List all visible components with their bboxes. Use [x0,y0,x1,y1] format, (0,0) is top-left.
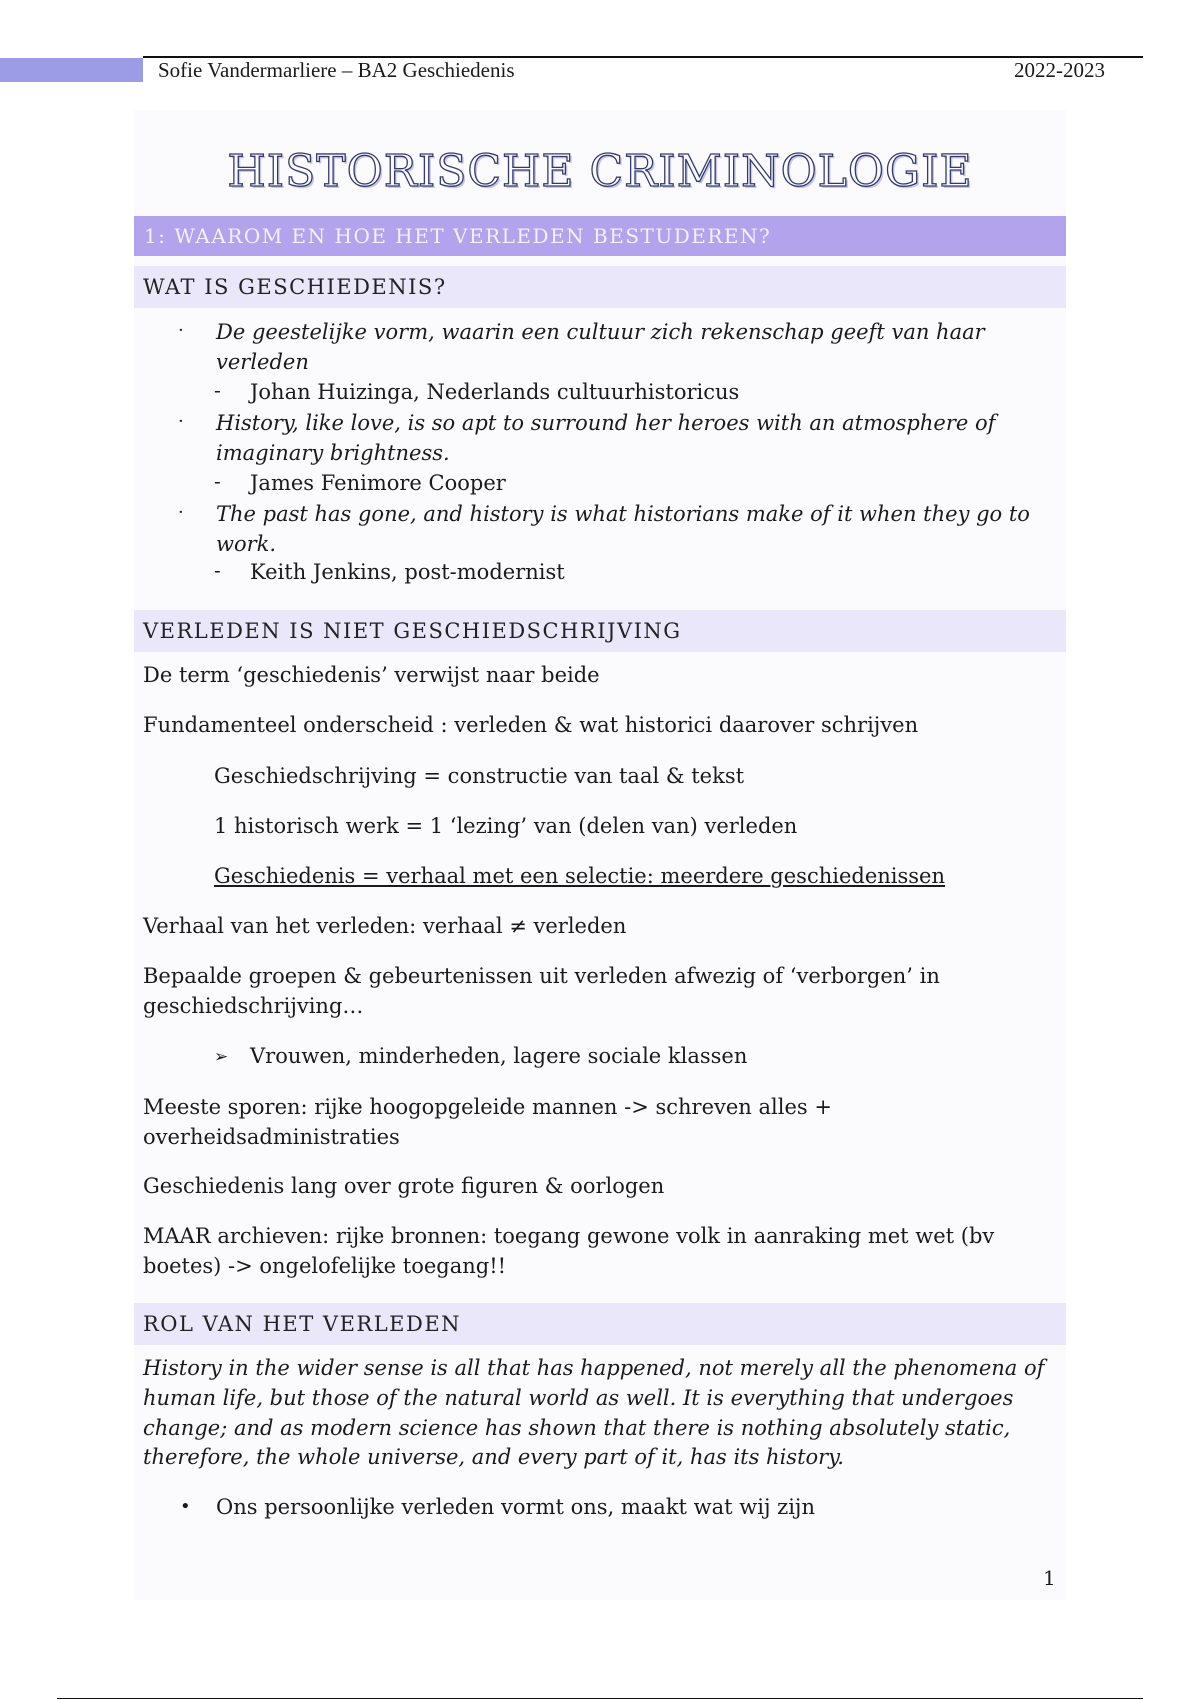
quote-1-line-2: verleden [216,350,309,374]
paragraph-line-1: Meeste sporen: rijke hoogopgeleide mannen -> schreven alles + [143,1095,832,1119]
indented-paragraph: 1 historisch werk = 1 ‘lezing’ van (delen van) verleden [214,814,798,838]
subheading-wat-is-geschiedenis: WAT IS GESCHIEDENIS? [134,266,1066,308]
paragraph: Verhaal van het verleden: verhaal ≠ verleden [143,914,627,938]
dash-marker: - [214,558,221,582]
paragraph-line-1: MAAR archieven: rijke bronnen: toegang gewone volk in aanraking met wet (bv [143,1224,995,1248]
bullet-dot: • [180,1496,191,1517]
quote-line: change; and as modern science has shown that there is nothing absolutely static, [143,1416,1011,1440]
quote-2-line-2: imaginary brightness. [216,441,450,465]
header-author-course: Sofie Vandermarliere – BA2 Geschiedenis [158,58,515,82]
quote-line: History in the wider sense is all that has happened, not merely all the phenomena of [143,1356,1045,1380]
quote-1-line-1: De geestelijke vorm, waarin een cultuur zich rekenschap geeft van haar [216,320,985,344]
arrow-list-item: Vrouwen, minderheden, lagere sociale klassen [250,1044,748,1068]
quote-2-author: James Fenimore Cooper [250,471,506,495]
quote-3-line-1: The past has gone, and history is what historians make of it when they go to [216,502,1030,526]
quote-1-author: Johan Huizinga, Nederlands cultuurhistoricus [250,380,740,404]
quote-line: therefore, the whole universe, and every part of it, has its history. [143,1445,844,1469]
header-accent-bar [0,58,143,82]
dash-marker: - [214,378,221,402]
paragraph-line-2: geschiedschrijving… [143,994,364,1018]
underlined-paragraph: Geschiedenis = verhaal met een selectie: meerdere geschiedenissen [214,864,946,888]
bullet-dot: · [178,320,184,341]
subheading-rol-van-het-verleden: ROL VAN HET VERLEDEN [134,1303,1066,1345]
quote-2-line-1: History, like love, is so apt to surround her heroes with an atmosphere of [216,411,996,435]
section-heading-1: 1: WAAROM EN HOE HET VERLEDEN BESTUDEREN? [134,216,1066,256]
page-number: 1 [1043,1566,1056,1590]
paragraph-line-2: boetes) -> ongelofelijke toegang!! [143,1254,507,1278]
quote-3-author: Keith Jenkins, post-modernist [250,560,565,584]
bullet-dot: · [178,411,184,432]
paragraph: Fundamenteel onderscheid : verleden & wat historici daarover schrijven [143,713,919,737]
paragraph: Geschiedenis lang over grote figuren & oorlogen [143,1174,665,1198]
header-year: 2022-2023 [1014,58,1105,82]
dash-marker: - [214,469,221,493]
quote-line: human life, but those of the natural world as well. It is everything that undergoes [143,1386,1014,1410]
paragraph-line-1: Bepaalde groepen & gebeurtenissen uit verleden afwezig of ‘verborgen’ in [143,964,940,988]
footer-rule [57,1698,1143,1699]
document-title: HISTORISCHE CRIMINOLOGIE [227,146,973,197]
subheading-verleden-niet-geschiedschrijving: VERLEDEN IS NIET GESCHIEDSCHRIJVING [134,610,1066,652]
bullet-item: Ons persoonlijke verleden vormt ons, maakt wat wij zijn [216,1495,815,1519]
arrow-bullet-icon: ➢ [214,1047,229,1067]
bullet-dot: · [178,502,184,523]
quote-3-line-2: work. [216,532,277,556]
paragraph: De term ‘geschiedenis’ verwijst naar beide [143,663,600,687]
paragraph-line-2: overheidsadministraties [143,1125,400,1149]
indented-paragraph: Geschiedschrijving = constructie van taal & tekst [214,764,745,788]
